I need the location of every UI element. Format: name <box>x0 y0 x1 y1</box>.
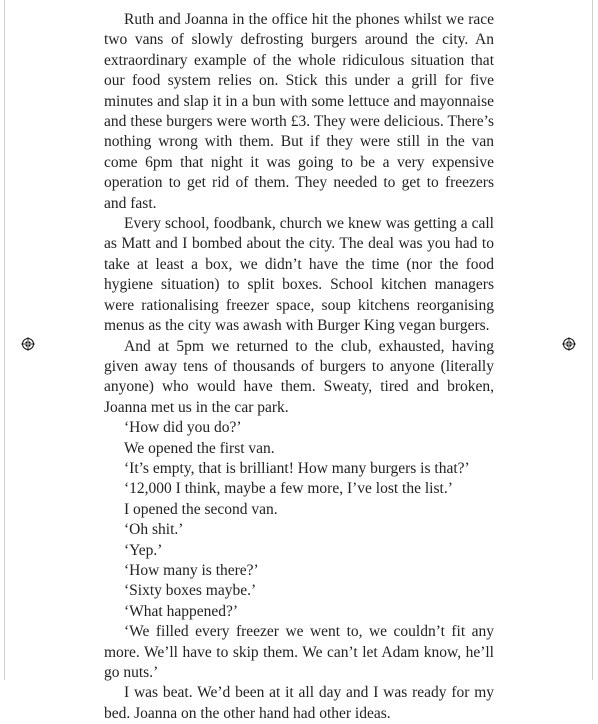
page-border-left <box>4 0 5 680</box>
registration-mark-icon <box>562 337 576 351</box>
dialogue-line: ‘What happened?’ <box>124 602 239 620</box>
paragraph: Every school, foodbank, church we knew was getting a call as Matt and I bombed about the city. The deal was you had to take at least a box, we didn’t have the time (nor the food hygiene situation) to split boxes. School kitchen managers were rationalising freezer space, soup kitchens reorganising menus as the city was awash with Burger King vegan burgers. <box>104 215 494 335</box>
paragraph: I opened the second van. <box>124 500 278 518</box>
paragraph: I was beat. We’d been at it all day and I was ready for my bed. Joanna on the other hand had other ideas. <box>104 684 494 722</box>
dialogue-line: ‘Oh shit.’ <box>124 521 184 539</box>
dialogue-line: ‘How many is there?’ <box>124 561 259 579</box>
dialogue-line: ‘Yep.’ <box>124 541 163 559</box>
dialogue-line: ‘We filled every freezer we went to, we couldn’t fit any more. We’ll have to skip them. We can’t let Adam know, he’ll go nuts.’ <box>104 623 494 681</box>
paragraph: Ruth and Joanna in the office hit the phones whilst we race two vans of slowly defrosting burgers around the city. An extraordinary example of the whole ridiculous situation that our food system relies on. Stick this under a grill for five minutes and slap it in a bun with some lettuce and mayonnaise and these burgers were worth £3. They were delicious. There’s nothing wrong with them. But if they were still in the van come 6pm that night it was going to be a very expensive operation to get rid of them. They needed to get to freezers and fast. <box>104 11 494 212</box>
page-border-right <box>592 0 593 680</box>
registration-mark-icon <box>21 337 35 351</box>
paragraph: And at 5pm we returned to the club, exhausted, having given away tens of thousands of burgers to anyone (literally anyone) who would have them. Sweaty, tired and broken, Joanna met us in the car park. <box>104 337 494 416</box>
body-text <box>104 10 494 724</box>
dialogue-line: ‘Sixty boxes maybe.’ <box>124 582 257 600</box>
paragraph: We opened the first van. <box>124 439 275 457</box>
dialogue-line: ‘It’s empty, that is brilliant! How many burgers is that?’ <box>124 459 470 477</box>
dialogue-line: ‘12,000 I think, maybe a few more, I’ve lost the list.’ <box>124 480 453 498</box>
dialogue-line: ‘How did you do?’ <box>124 419 242 437</box>
